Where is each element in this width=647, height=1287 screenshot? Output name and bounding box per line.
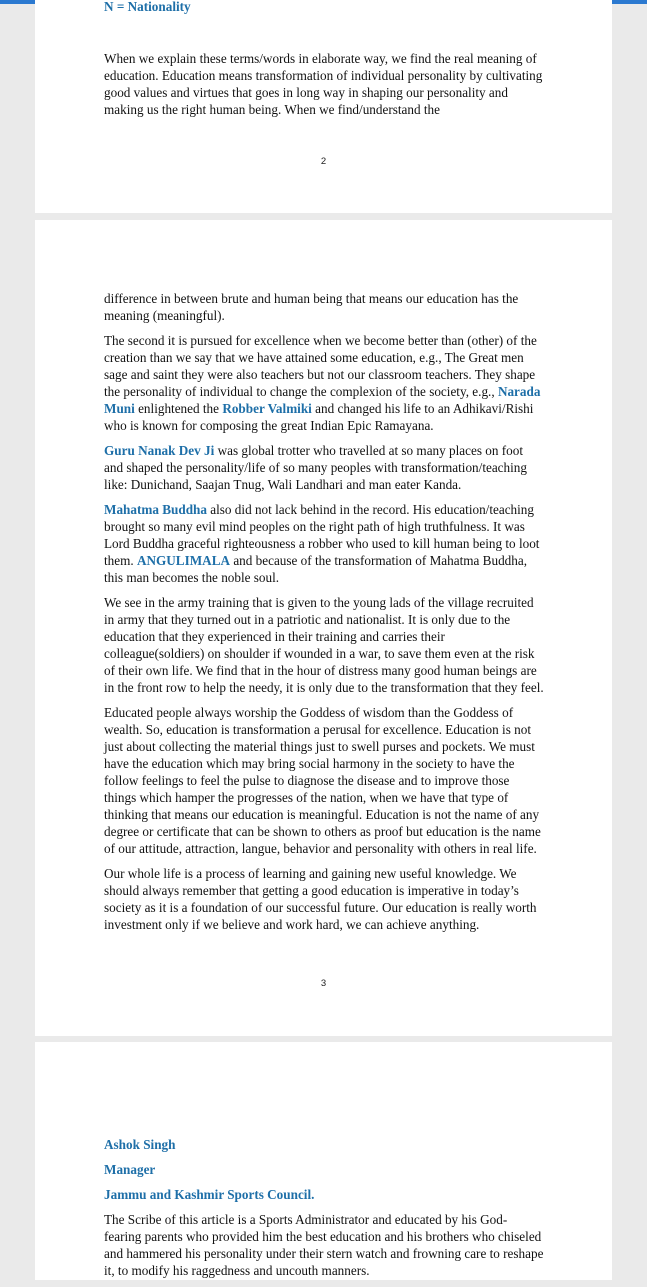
paragraph-text: enlightened the [134, 401, 223, 416]
page-number: 2 [320, 156, 327, 167]
paragraph-text: and changed his life to an Adhikavi/Rishi who is known for composing the great Indian Epic Ramayana. [104, 401, 534, 433]
page-number: 3 [320, 978, 327, 989]
paragraph-text: also did not lack behind in the record. His education/teaching brought so many evil mind peoples on the right path of high truthfulness. It was Lord Buddha graceful righteousness a robber who used to kill human being to loot them. [104, 502, 540, 568]
document-page-4 [35, 1042, 612, 1280]
nationality-heading: N = Nationality [104, 0, 191, 14]
paragraph-text: The second it is pursued for excellence when we become better than (other) of the creation than we say that we have attained some education, e.g., The Great men sage and saint they were also teachers but not our classroom teachers. They shape the personality of individual to change the complexion of the society, e.g., [104, 333, 537, 399]
paragraph [104, 501, 544, 586]
name-highlight: Robber Valmiki [222, 401, 312, 416]
document-page-2 [35, 0, 612, 213]
name-highlight: Guru Nanak Dev Ji [104, 443, 215, 458]
name-highlight: Narada Muni [104, 384, 541, 416]
paragraph: Educated people always worship the Goddess of wisdom than the Goddess of wealth. So, education is transformation a perusal for excellence. Education is not just about collecting the material things just to swell purses and pockets. We must have the education which may bring social harmony in the society to have the follow feelings to feel the pulse to diagnose the disease and to improve those things which hamper the progresses of the nation, when we have that type of thinking that means our education is meaningful. Education is not the name of any degree or certificate that can be shown to others as proof but education is the name of our attitude, attraction, langue, behavior and personality with others in real life. [104, 705, 541, 856]
author-organization: Jammu and Kashmir Sports Council. [104, 1187, 315, 1202]
author-name: Ashok Singh [104, 1137, 176, 1152]
name-highlight: ANGULIMALA [136, 553, 231, 568]
paragraph [104, 332, 544, 434]
paragraph: Our whole life is a process of learning and gaining new useful knowledge. We should always remember that getting a good education is imperative in today’s society as it is a foundation of our successful future. Our education is really worth investment only if we believe and work hard, we can achieve anything. [104, 866, 537, 932]
paragraph-text: and because of the transformation of Mahatma Buddha, this man becomes the noble soul. [104, 553, 528, 585]
paragraph-text: was global trotter who travelled at so many places on foot and shaped the personality/life of so many peoples with transformation/teaching like: Dunichand, Saajan Tnug, Wali Landhari and man eater Kanda. [104, 443, 527, 492]
author-bio: The Scribe of this article is a Sports Administrator and educated by his God-fearing parents who provided him the best education and his brothers who chiseled and hammered his personality under their stern watch and frowning care to reshape it, to modify his raggedness and uncouth manners. [104, 1212, 544, 1278]
paragraph [104, 442, 544, 493]
paragraph: When we explain these terms/words in elaborate way, we find the real meaning of education. Education means transformation of individual personality by cultivating good values and virtues that goes in long way in shaping our personality and making us the right human being. When we find/understand the [104, 51, 543, 117]
paragraph: difference in between brute and human being that means our education has the meaning (meaningful). [104, 291, 519, 323]
paragraph: We see in the army training that is given to the young lads of the village recruited in army that they turned out in a patriotic and nationalist. It is only due to the education that they experienced in their training and carries their colleague(soldiers) on shoulder if wounded in a war, to save them even at the risk of their own life. We find that in the hour of distress many good human beings are in the front row to help the needy, it is only due to the transformation that they feel. [104, 595, 544, 695]
author-title: Manager [104, 1162, 156, 1177]
name-highlight: Mahatma Buddha [104, 502, 207, 517]
document-page-3 [35, 220, 612, 1036]
